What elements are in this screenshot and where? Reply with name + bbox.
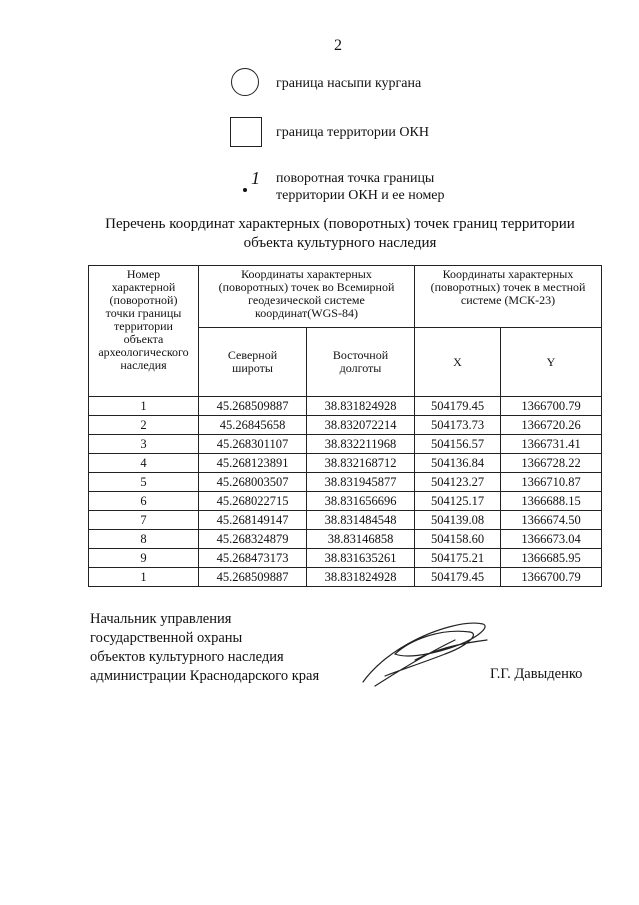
coordinates-table	[88, 265, 602, 587]
table-row: 3 45.268301107 38.832211968 504156.57 1366731.41	[89, 435, 602, 454]
table-row: 8 45.268324879 38.83146858 504158.60 1366673.04	[89, 530, 602, 549]
table-row: 1 45.268509887 38.831824928 504179.45 1366700.79	[89, 397, 602, 416]
header-longitude: Восточной долготы	[307, 328, 415, 397]
legend-point-line: поворотная точка границы	[276, 171, 435, 186]
legend-square-label: граница территории ОКН	[276, 125, 429, 140]
page-number: 2	[334, 37, 342, 54]
position-line: Начальник управления	[90, 611, 232, 627]
header-wgs84: Координаты характерных (поворотных) точек во Всемирной геодезической системе координат(WGS-84)	[199, 266, 415, 328]
document-title	[80, 215, 600, 253]
point-marker-number: 1	[251, 168, 260, 188]
table-row: 6 45.268022715 38.831656696 504125.17 1366688.15	[89, 492, 602, 511]
header-latitude: Северной широты	[199, 328, 307, 397]
position-line: администрации Краснодарского края	[90, 668, 320, 684]
legend-point-line: территории ОКН и ее номер	[276, 188, 445, 203]
square-icon	[230, 117, 262, 147]
legend-circle-label: граница насыпи кургана	[276, 76, 422, 91]
table-row: 1 45.268509887 38.831824928 504179.45 1366700.79	[89, 568, 602, 587]
header-point-number: Номер характерной (поворотной) точки границы территории объекта археологического наследия	[89, 266, 199, 397]
signer-name: Г.Г. Давыденко	[490, 666, 583, 682]
signatory-position	[90, 610, 319, 686]
header-msk23: Координаты характерных (поворотных) точек в местной системе (МСК-23)	[415, 266, 602, 328]
circle-icon	[231, 68, 259, 96]
point-icon	[242, 168, 268, 196]
title-line: объекта культурного наследия	[243, 235, 437, 251]
position-line: государственной охраны	[90, 630, 243, 646]
table-row: 7 45.268149147 38.831484548 504139.08 1366674.50	[89, 511, 602, 530]
table-row: 5 45.268003507 38.831945877 504123.27 1366710.87	[89, 473, 602, 492]
header-y: Y	[501, 328, 602, 397]
position-line: объектов культурного наследия	[90, 649, 284, 665]
legend-point-label	[276, 170, 445, 204]
title-line: Перечень координат характерных (поворотных) точек границ территории	[105, 216, 575, 232]
table-row: 2 45.26845658 38.832072214 504173.73 1366720.26	[89, 416, 602, 435]
header-x: X	[415, 328, 501, 397]
table-row: 9 45.268473173 38.831635261 504175.21 1366685.95	[89, 549, 602, 568]
table-row: 4 45.268123891 38.832168712 504136.84 1366728.22	[89, 454, 602, 473]
point-dot	[243, 188, 247, 192]
handwritten-signature	[355, 610, 495, 690]
